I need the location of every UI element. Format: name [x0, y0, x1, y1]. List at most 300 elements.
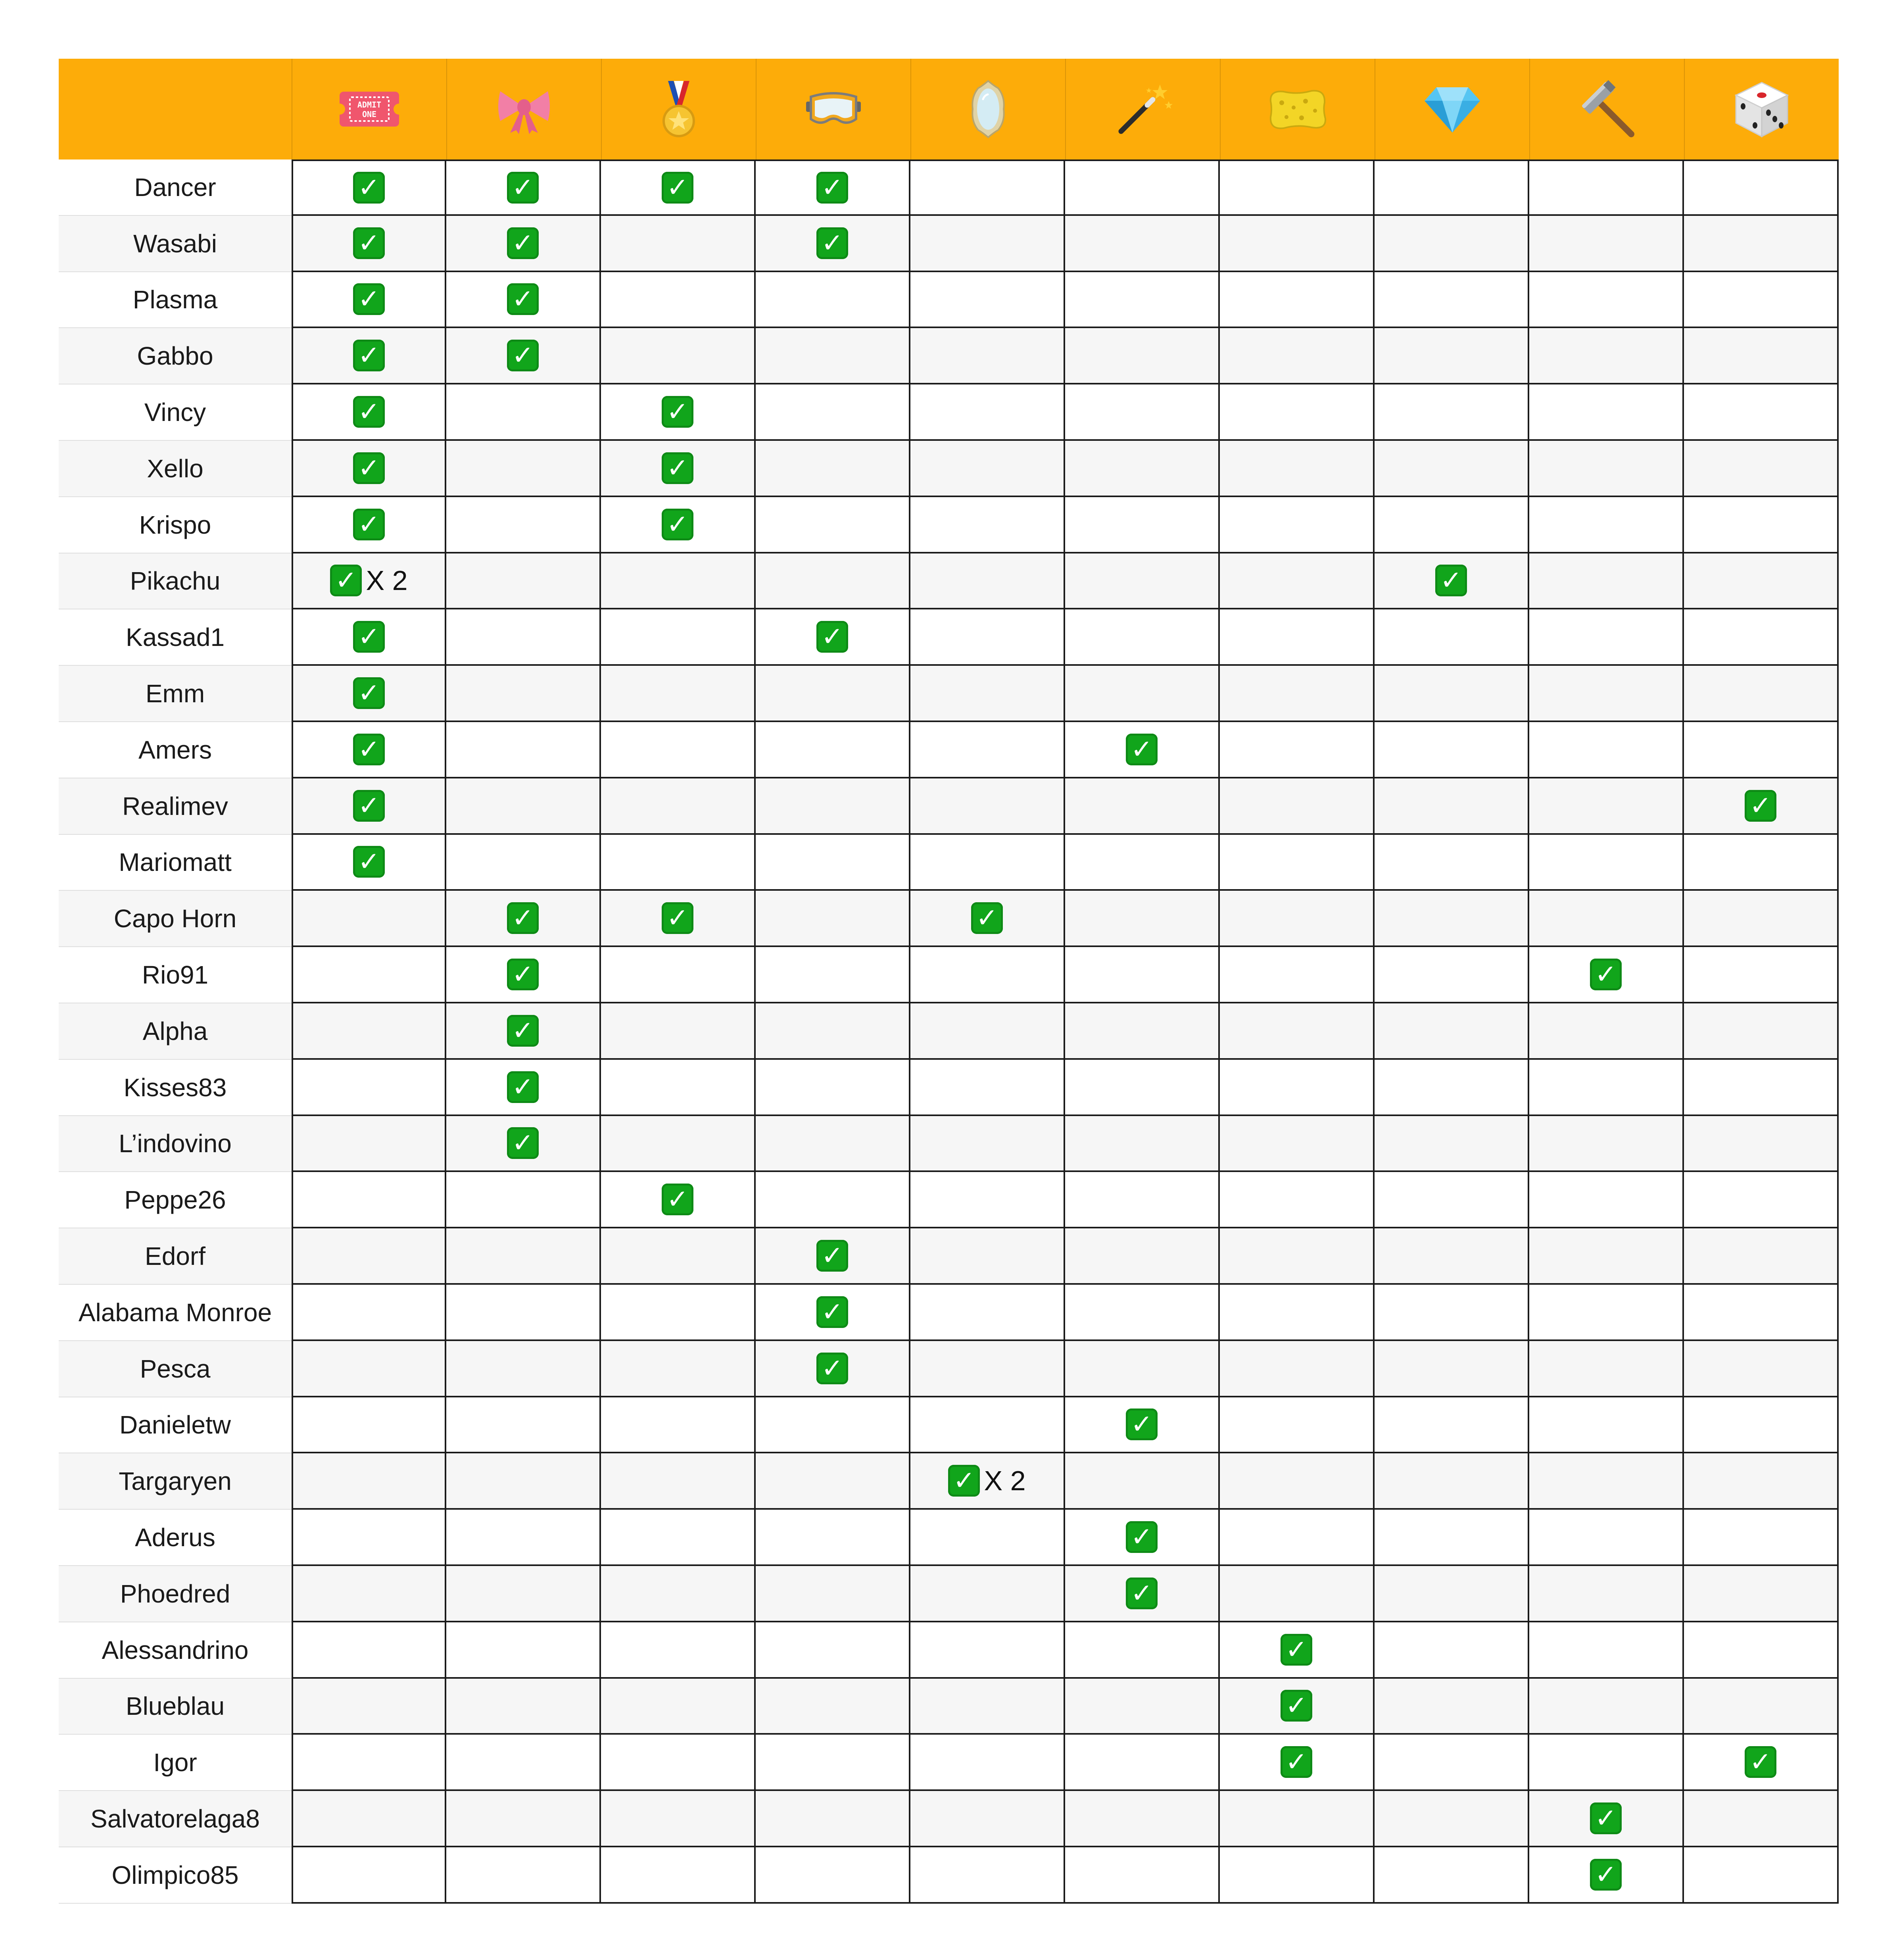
checkmark-icon: ✓: [353, 621, 385, 653]
table-cell: [1375, 1341, 1529, 1397]
table-cell: [756, 1622, 910, 1679]
row-name: Pesca: [59, 1341, 292, 1397]
table-cell: [292, 384, 446, 441]
ticket-line-2: ONE: [362, 110, 377, 119]
table-cell: [1529, 441, 1684, 497]
table-cell: [1375, 1397, 1529, 1454]
table-cell: [1375, 159, 1529, 216]
check-mark: [1126, 1521, 1158, 1553]
row-name: Pikachu: [59, 553, 292, 610]
table-cell: [601, 1847, 756, 1904]
table-cell: [910, 947, 1065, 1003]
table-cell: [1065, 272, 1220, 329]
table-cell: [1375, 1003, 1529, 1060]
table-cell: [1220, 666, 1375, 722]
mirror-icon: [970, 79, 1006, 139]
table-cell: [446, 1060, 601, 1116]
table-cell: [910, 1172, 1065, 1228]
table-cell: [601, 1735, 756, 1791]
table-cell: [601, 1453, 756, 1510]
table-cell: [292, 1285, 446, 1341]
table-cell: [1220, 159, 1375, 216]
table-cell: [446, 722, 601, 778]
table-cell: [446, 497, 601, 553]
table-cell: [1684, 1679, 1839, 1735]
table-cell: [1375, 272, 1529, 329]
table-cell: [1375, 1228, 1529, 1285]
table-cell: [756, 1116, 910, 1172]
table-cell: [1065, 1566, 1220, 1622]
table-cell: [1220, 891, 1375, 947]
table-cell: [1375, 384, 1529, 441]
check-mark: [816, 1353, 848, 1384]
check-mark: [816, 172, 848, 204]
checkmark-icon: ✓: [816, 621, 848, 653]
table-cell: [756, 722, 910, 778]
table-cell: [446, 1453, 601, 1510]
table-cell: [292, 1791, 446, 1847]
table-cell: [1065, 1172, 1220, 1228]
table-cell: [1684, 947, 1839, 1003]
row-name: Phoedred: [59, 1566, 292, 1622]
table-cell: [446, 384, 601, 441]
table-cell: [1375, 1735, 1529, 1791]
table-cell: [1529, 778, 1684, 835]
table-cell: [446, 778, 601, 835]
table-cell: [292, 216, 446, 272]
table-cell: [1065, 835, 1220, 891]
table-cell: [446, 159, 601, 216]
check-mark: [1745, 790, 1776, 822]
table-cell: [1684, 1060, 1839, 1116]
table-cell: [601, 947, 756, 1003]
table-cell: [1220, 328, 1375, 384]
row-name: Wasabi: [59, 216, 292, 272]
check-mark: [507, 1127, 539, 1159]
check-mark: [662, 902, 693, 934]
table-cell: [1529, 1510, 1684, 1566]
check-mark: [353, 283, 385, 315]
check-mark: [1590, 1802, 1622, 1834]
table-cell: [446, 1735, 601, 1791]
check-mark: [353, 621, 385, 653]
row-name: Rio91: [59, 947, 292, 1003]
header-column-7: [1220, 59, 1375, 159]
table-cell: [601, 272, 756, 329]
ticket-line-1: ADMIT: [357, 100, 382, 110]
table-cell: [910, 1735, 1065, 1791]
table-cell: [601, 722, 756, 778]
table-cell: [292, 1060, 446, 1116]
table-cell: [1220, 553, 1375, 610]
check-mark: [353, 677, 385, 709]
table-cell: [292, 1679, 446, 1735]
table-cell: [1065, 609, 1220, 666]
table-cell: [1065, 441, 1220, 497]
table-cell: [1065, 553, 1220, 610]
table-cell: [756, 1735, 910, 1791]
table-cell: [446, 891, 601, 947]
table-cell: [1375, 1622, 1529, 1679]
table-cell: [1220, 1453, 1375, 1510]
check-mark: [662, 452, 693, 484]
table-cell: [601, 497, 756, 553]
table-cell: [601, 1172, 756, 1228]
checkmark-icon: ✓: [662, 172, 693, 204]
check-mark: [507, 959, 539, 990]
header-corner: [59, 59, 292, 159]
table-cell: [756, 1228, 910, 1285]
table-cell: [1529, 1791, 1684, 1847]
check-mark: [507, 1015, 539, 1047]
table-cell: [1220, 1679, 1375, 1735]
table-cell: [1220, 609, 1375, 666]
table-cell: [1065, 159, 1220, 216]
table-cell: [292, 497, 446, 553]
table-cell: [756, 1003, 910, 1060]
check-mark: [353, 734, 385, 765]
check-mark: [507, 1071, 539, 1103]
table-cell: [756, 1566, 910, 1622]
table-cell: [1220, 1397, 1375, 1454]
table-cell: [446, 272, 601, 329]
table-cell: [1375, 835, 1529, 891]
table-cell: [1065, 1060, 1220, 1116]
table-cell: [756, 1341, 910, 1397]
checkmark-icon: ✓: [507, 283, 539, 315]
checkmark-icon: ✓: [971, 902, 1003, 934]
table-cell: [910, 1228, 1065, 1285]
table-cell: [1684, 1003, 1839, 1060]
table-cell: [601, 441, 756, 497]
row-name: Olimpico85: [59, 1847, 292, 1904]
table-cell: [446, 1622, 601, 1679]
sponge-icon: [1266, 85, 1329, 133]
table-cell: [1684, 722, 1839, 778]
checkmark-icon: ✓: [816, 1240, 848, 1272]
check-mark: [662, 396, 693, 428]
check-mark: [1126, 734, 1158, 765]
table-cell: [1684, 1397, 1839, 1454]
table-cell: [1529, 1847, 1684, 1904]
table-cell: [1684, 553, 1839, 610]
table-cell: [292, 1003, 446, 1060]
ticket-icon: [340, 88, 399, 130]
table-cell: [1220, 1847, 1375, 1904]
table-cell: [1065, 1228, 1220, 1285]
table-cell: [1684, 609, 1839, 666]
gem-icon: [1423, 83, 1482, 135]
checkmark-icon: ✓: [330, 565, 362, 596]
table-cell: [1684, 778, 1839, 835]
header-column-3: [601, 59, 756, 159]
checkmark-icon: ✓: [1435, 565, 1467, 596]
table-cell: [446, 328, 601, 384]
table-cell: [601, 1397, 756, 1454]
table-cell: [1684, 1566, 1839, 1622]
checkmark-icon: ✓: [353, 283, 385, 315]
checkmark-icon: ✓: [353, 227, 385, 259]
table-cell: [292, 328, 446, 384]
table-cell: [1065, 1116, 1220, 1172]
table-cell: [446, 1003, 601, 1060]
table-cell: [1065, 1341, 1220, 1397]
table-cell: [1684, 216, 1839, 272]
table-cell: [1684, 891, 1839, 947]
check-mark: [1126, 1578, 1158, 1609]
table-cell: [910, 384, 1065, 441]
table-cell: [756, 553, 910, 610]
table-cell: [756, 441, 910, 497]
table-cell: [1220, 1566, 1375, 1622]
table-cell: [910, 1397, 1065, 1454]
table-cell: [601, 1341, 756, 1397]
row-name: L’indovino: [59, 1116, 292, 1172]
table-cell: [1065, 1003, 1220, 1060]
check-mark: [662, 1184, 693, 1215]
table-cell: [1220, 384, 1375, 441]
row-name: Kassad1: [59, 609, 292, 666]
table-cell: [1684, 272, 1839, 329]
table-cell: [756, 1510, 910, 1566]
row-name: Capo Horn: [59, 891, 292, 947]
table-cell: [1065, 891, 1220, 947]
table-cell: [601, 1566, 756, 1622]
table-cell: [292, 441, 446, 497]
row-name: Alessandrino: [59, 1622, 292, 1679]
table-cell: [1529, 891, 1684, 947]
checkmark-icon: ✓: [1590, 959, 1622, 990]
table-cell: [1065, 722, 1220, 778]
table-cell: [910, 1566, 1065, 1622]
table-cell: [1065, 328, 1220, 384]
table-cell: [446, 1116, 601, 1172]
table-cell: [1375, 947, 1529, 1003]
table-cell: [446, 947, 601, 1003]
table-cell: [1220, 1341, 1375, 1397]
table-cell: [910, 1285, 1065, 1341]
checkmark-icon: ✓: [353, 509, 385, 540]
table-cell: [1065, 216, 1220, 272]
checkmark-icon: ✓: [353, 790, 385, 822]
table-cell: [1065, 497, 1220, 553]
table-cell: [1065, 1397, 1220, 1454]
table-cell: [1065, 1285, 1220, 1341]
table-cell: [1375, 1847, 1529, 1904]
table-cell: [1065, 1847, 1220, 1904]
header-column-2: [446, 59, 601, 159]
table-cell: [1220, 1116, 1375, 1172]
table-cell: [1529, 1060, 1684, 1116]
table-cell: [756, 1847, 910, 1904]
hammer-icon: [1577, 79, 1637, 139]
table-cell: [1065, 1622, 1220, 1679]
check-mark: [507, 172, 539, 204]
table-cell: [756, 778, 910, 835]
check-mark: [1281, 1746, 1312, 1778]
table-cell: [601, 384, 756, 441]
table-cell: [1220, 1285, 1375, 1341]
table-cell: [1375, 722, 1529, 778]
table-cell: [446, 1847, 601, 1904]
table-cell: [1220, 441, 1375, 497]
table-cell: [910, 835, 1065, 891]
table-cell: [910, 1003, 1065, 1060]
table-cell: [1375, 1791, 1529, 1847]
table-cell: [1684, 1116, 1839, 1172]
row-name: Xello: [59, 441, 292, 497]
table-cell: [910, 1116, 1065, 1172]
table-cell: [1529, 1003, 1684, 1060]
table-cell: [292, 1510, 446, 1566]
table-cell: [910, 722, 1065, 778]
table-cell: [1220, 272, 1375, 329]
checkmark-icon: ✓: [1126, 1521, 1158, 1553]
checkmark-icon: ✓: [507, 1071, 539, 1103]
table-cell: [1375, 666, 1529, 722]
row-name: Gabbo: [59, 328, 292, 384]
table-cell: [292, 609, 446, 666]
row-name: Edorf: [59, 1228, 292, 1285]
table-cell: [1529, 1285, 1684, 1341]
table-cell: [910, 666, 1065, 722]
table-cell: [1684, 1735, 1839, 1791]
check-mark: [1590, 959, 1622, 990]
table-cell: [601, 1228, 756, 1285]
table-cell: [446, 666, 601, 722]
table-cell: [910, 1791, 1065, 1847]
checkmark-icon: ✓: [662, 509, 693, 540]
check-mark: [353, 340, 385, 371]
check-mark: [662, 509, 693, 540]
table-cell: [1529, 666, 1684, 722]
checkmark-icon: ✓: [507, 172, 539, 204]
row-name: Igor: [59, 1735, 292, 1791]
checkmark-icon: ✓: [353, 340, 385, 371]
table-cell: [1375, 1566, 1529, 1622]
table-cell: [1220, 835, 1375, 891]
table-cell: [446, 1679, 601, 1735]
multiplier-label: X 2: [366, 565, 408, 596]
check-mark: [353, 396, 385, 428]
row-name: Krispo: [59, 497, 292, 553]
table-cell: [910, 497, 1065, 553]
table-cell: [1220, 778, 1375, 835]
row-name: Alabama Monroe: [59, 1285, 292, 1341]
table-cell: [910, 328, 1065, 384]
table-cell: [1375, 1453, 1529, 1510]
checkmark-icon: ✓: [1590, 1859, 1622, 1891]
table-cell: [1684, 159, 1839, 216]
table-cell: [1529, 553, 1684, 610]
table-cell: [601, 1791, 756, 1847]
table-cell: [1529, 384, 1684, 441]
table-cell: [1220, 1791, 1375, 1847]
table-cell: [1375, 778, 1529, 835]
table-cell: [1529, 1116, 1684, 1172]
table-cell: [601, 778, 756, 835]
checkmark-icon: ✓: [1281, 1690, 1312, 1722]
table-cell: [446, 553, 601, 610]
table-cell: [1220, 1172, 1375, 1228]
table-cell: [756, 497, 910, 553]
check-mark: [1281, 1634, 1312, 1666]
checkmark-icon: ✓: [1126, 1578, 1158, 1609]
header-column-1: [292, 59, 446, 159]
checkmark-icon: ✓: [353, 452, 385, 484]
check-mark: [353, 790, 385, 822]
table-cell: [1684, 1622, 1839, 1679]
table-cell: [756, 1285, 910, 1341]
checkmark-icon: ✓: [353, 172, 385, 204]
table-cell: [1529, 216, 1684, 272]
table-cell: [756, 1453, 910, 1510]
row-name: Salvatorelaga8: [59, 1791, 292, 1847]
table-cell: [1529, 835, 1684, 891]
table-cell: [601, 1003, 756, 1060]
table-cell: [446, 441, 601, 497]
table-cell: [1529, 1172, 1684, 1228]
table-cell: [910, 1622, 1065, 1679]
table-cell: [756, 272, 910, 329]
table-cell: [446, 1285, 601, 1341]
row-name: Plasma: [59, 272, 292, 329]
table-cell: [1375, 553, 1529, 610]
table-cell: [910, 609, 1065, 666]
row-name: Alpha: [59, 1003, 292, 1060]
check-mark: [1590, 1859, 1622, 1891]
table-cell: [292, 1397, 446, 1454]
table-cell: [910, 778, 1065, 835]
table-cell: [446, 835, 601, 891]
table-cell: [601, 159, 756, 216]
row-name: Danieletw: [59, 1397, 292, 1454]
check-mark: [816, 1240, 848, 1272]
table-cell: [756, 328, 910, 384]
table-cell: [292, 1453, 446, 1510]
table-cell: [292, 722, 446, 778]
checkmark-icon: ✓: [662, 396, 693, 428]
check-mark: [662, 172, 693, 204]
table-cell: [1220, 1060, 1375, 1116]
table-cell: [292, 666, 446, 722]
table-cell: [1684, 1172, 1839, 1228]
check-mark: [353, 227, 385, 259]
row-name: Kisses83: [59, 1060, 292, 1116]
row-name: Emm: [59, 666, 292, 722]
table-cell: [292, 272, 446, 329]
table-cell: [1684, 666, 1839, 722]
checkmark-icon: ✓: [662, 452, 693, 484]
row-name: Realimev: [59, 778, 292, 835]
table-cell: [1684, 835, 1839, 891]
checkmark-icon: ✓: [816, 227, 848, 259]
table-cell: [292, 1341, 446, 1397]
table-cell: [601, 1116, 756, 1172]
table-cell: [601, 1679, 756, 1735]
table-cell: [292, 1622, 446, 1679]
check-mark: [1435, 565, 1467, 596]
table-cell: [601, 1622, 756, 1679]
table-cell: [446, 216, 601, 272]
table-cell: [1375, 497, 1529, 553]
table-cell: [1684, 1453, 1839, 1510]
table-cell: [910, 1679, 1065, 1735]
table-cell: [1375, 1510, 1529, 1566]
check-mark: [816, 621, 848, 653]
table-cell: [756, 947, 910, 1003]
table-cell: [1220, 497, 1375, 553]
